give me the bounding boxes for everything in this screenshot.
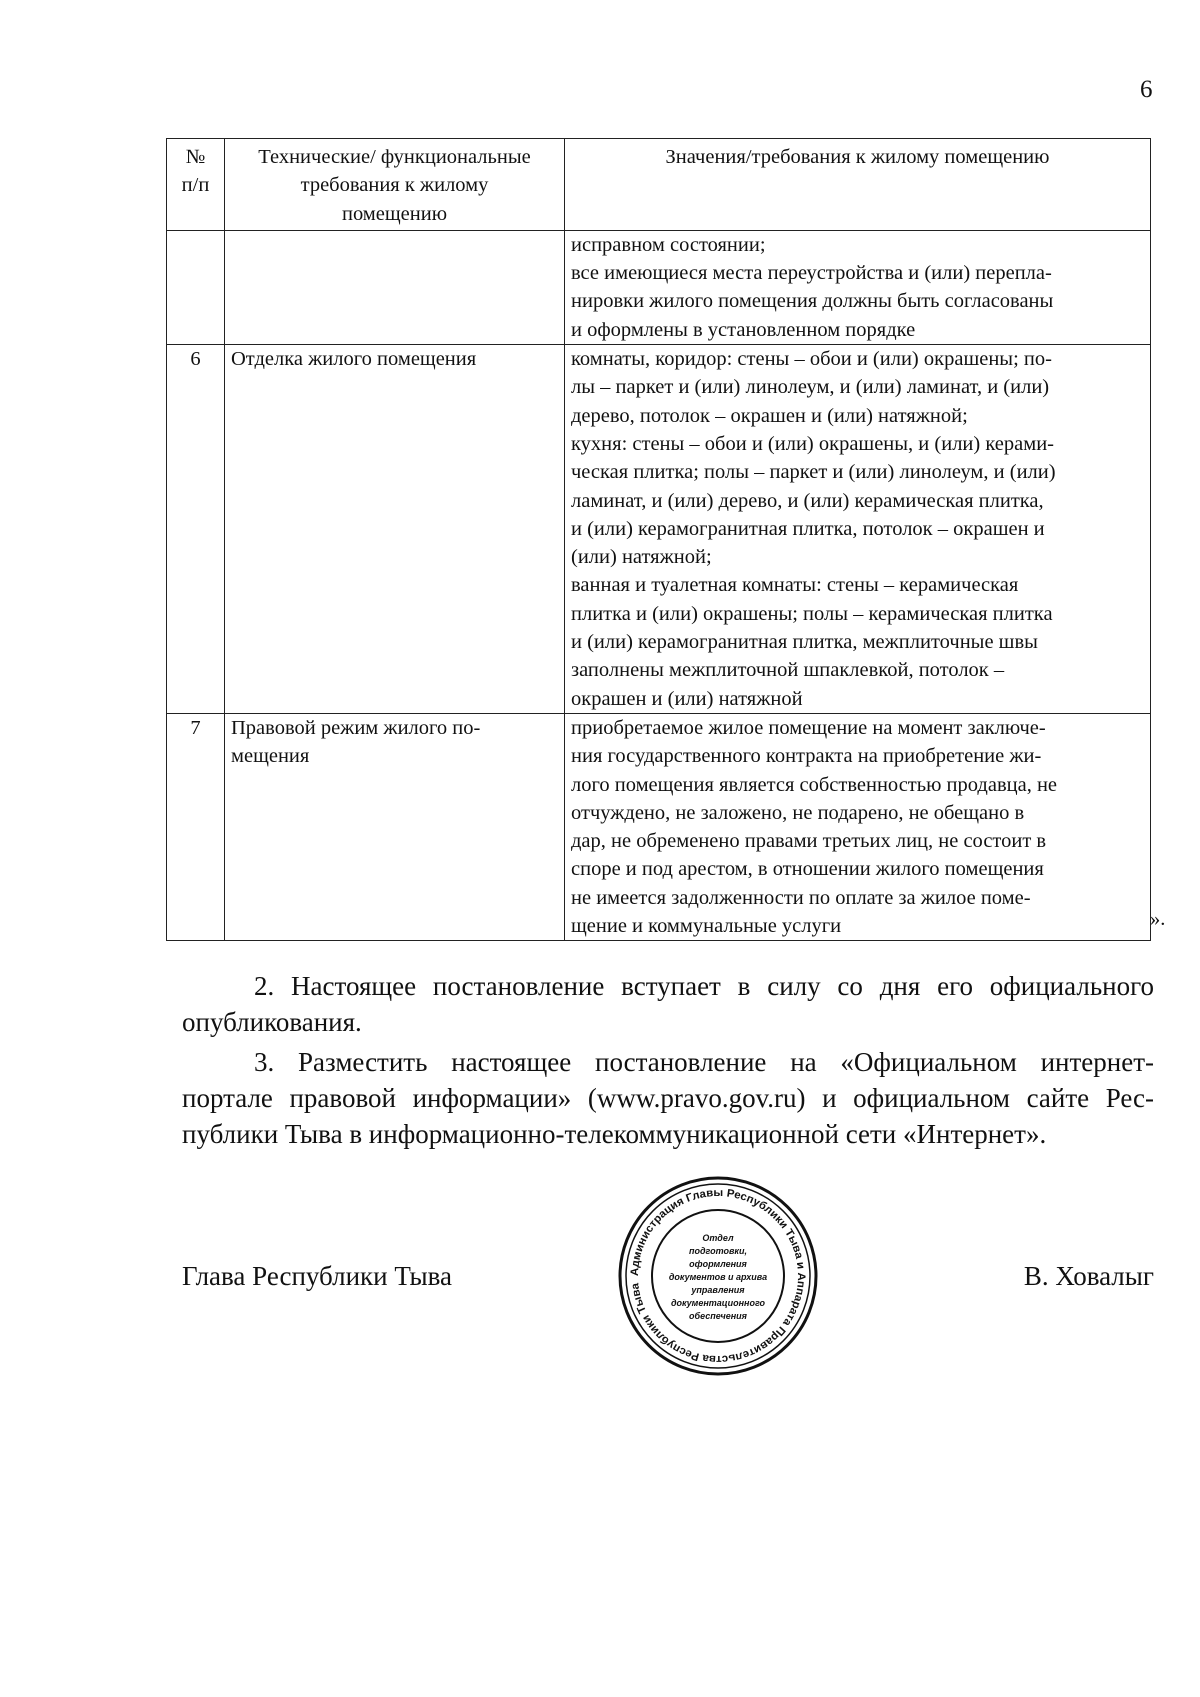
paragraph-line: 3. Разместить настоящее постановление на «Официальном интернет- (254, 1047, 1154, 1077)
table-body (167, 230, 1151, 940)
paragraph-3 (182, 1044, 1154, 1152)
row-value (565, 230, 1151, 344)
header-line: п/п (181, 174, 210, 197)
row-requirement (225, 345, 565, 714)
row-requirement (225, 230, 565, 344)
row-value (565, 713, 1151, 940)
table-row (167, 345, 1151, 714)
seal-center-line: подготовки, (688, 1246, 748, 1256)
value-line: и (или) керамогранитная плитка, межплиточные швы (571, 631, 1038, 654)
seal-center-line: Отдел (702, 1233, 734, 1243)
value-line: окрашен и (или) натяжной (571, 687, 803, 710)
requirement-line: Правовой режим жилого по- (231, 716, 481, 739)
page-number: 6 (1140, 76, 1153, 103)
signatory-position: Глава Республики Тыва (182, 1261, 453, 1291)
value-line: нировки жилого помещения должны быть согласованы (571, 290, 1054, 313)
paragraph-2 (182, 968, 1154, 1040)
value-line: ния государственного контракта на приобретение жи- (571, 745, 1042, 768)
value-line: (или) натяжной; (571, 546, 712, 569)
table-row (167, 230, 1151, 344)
value-line: комнаты, коридор: стены – обои и (или) окрашены; по- (571, 348, 1052, 371)
paragraph-line: портале правовой информации» (www.pravo.gov.ru) и официальном сайте Рес- (182, 1083, 1154, 1113)
header-number (167, 139, 225, 231)
row-requirement (225, 713, 565, 940)
header-line: Технические/ функциональные (258, 146, 531, 168)
paragraph-line: 2. Настоящее постановление вступает в силу со дня его официального (254, 971, 1154, 1001)
requirements-table (166, 138, 1151, 941)
value-line: не имеется задолженности по оплате за жилое поме- (571, 886, 1031, 909)
value-line: лы – паркет и (или) линолеум, и (или) ламинат, и (или) (571, 376, 1050, 399)
seal-center-line: документационного (670, 1298, 766, 1308)
seal-center-line: оформления (689, 1259, 747, 1269)
value-line: плитка и (или) окрашены; полы – керамическая плитка (571, 602, 1053, 625)
official-seal (617, 1175, 819, 1377)
paragraph-line: публики Тыва в информационно-телекоммуникационной сети «Интернет». (182, 1119, 1047, 1149)
value-line: дерево, потолок – окрашен и (или) натяжной; (571, 404, 968, 427)
closing-quote: ». (1150, 908, 1166, 930)
value-line: щение и коммунальные услуги (571, 915, 842, 938)
value-line: отчуждено, не заложено, не подарено, не обещано в (571, 801, 1025, 824)
value-line: и оформлены в установленном порядке (571, 318, 916, 341)
value-line: кухня: стены – обои и (или) окрашены, и (или) керами- (571, 432, 1055, 455)
row-number (167, 230, 225, 344)
value-line: ческая плитка; полы – паркет и (или) линолеум, и (или) (571, 461, 1056, 484)
value-line: все имеющиеся места переустройства и (или) перепла- (571, 262, 1052, 285)
seal-center-line: документов и архива (668, 1272, 768, 1282)
header-requirement (225, 139, 565, 231)
row-number: 6 (167, 345, 225, 714)
seal-ring-text: Администрация Главы Республики Тыва и Аппарата Правительства Республики Тыва (628, 1186, 808, 1366)
header-line: помещению (341, 202, 448, 225)
header-line: Значения/требования к жилому помещению (665, 146, 1050, 168)
row-value (565, 345, 1151, 714)
value-line: заполнены межплиточной шпаклевкой, потолок – (571, 659, 1005, 682)
header-line: требования к жилому (300, 174, 489, 197)
seal-center-line: управления (691, 1285, 745, 1295)
seal-center-line: обеспечения (689, 1311, 747, 1321)
value-line: исправном состоянии; (571, 233, 766, 256)
table-header-row (167, 139, 1151, 231)
signatory-name: В. Ховалыг (1023, 1261, 1154, 1291)
value-line: ламинат, и (или) дерево, и (или) керамическая плитка, (571, 489, 1044, 512)
value-line: споре и под арестом, в отношении жилого помещения (571, 858, 1044, 881)
table-row (167, 713, 1151, 940)
header-value (565, 139, 1151, 231)
requirement-line: Отделка жилого помещения (231, 348, 477, 371)
value-line: и (или) керамогранитная плитка, потолок – окрашен и (571, 517, 1045, 540)
value-line: ванная и туалетная комнаты: стены – керамическая (571, 574, 1019, 597)
paragraph-line: опубликования. (182, 1007, 362, 1037)
requirement-line: мещения (231, 745, 310, 768)
value-line: приобретаемое жилое помещение на момент заключе- (571, 716, 1046, 739)
row-number: 7 (167, 713, 225, 940)
value-line: дар, не обременено правами третьих лиц, не состоит в (571, 830, 1047, 853)
value-line: лого помещения является собственностью продавца, не (571, 773, 1058, 796)
header-line: № (185, 146, 206, 168)
